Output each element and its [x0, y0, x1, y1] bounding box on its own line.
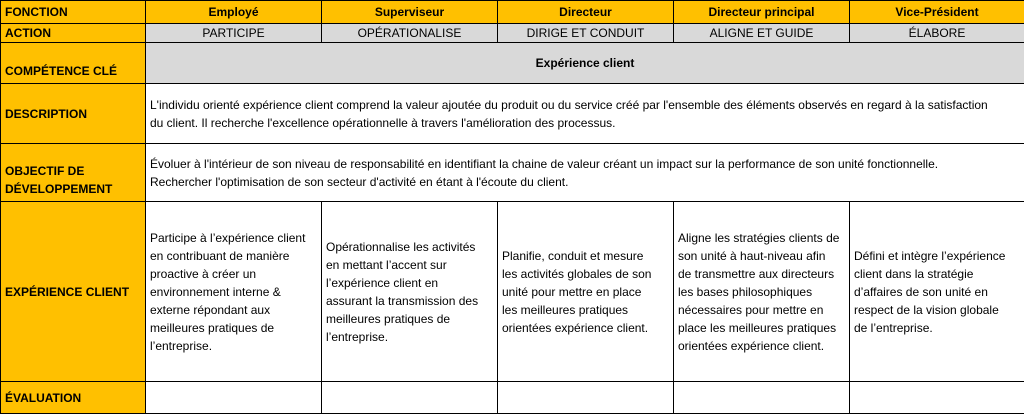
experience-cell-superviseur: [322, 202, 498, 382]
experience-cell-employe: [146, 202, 322, 382]
competence-row: [1, 43, 1024, 84]
role-employe: Employé: [146, 1, 322, 24]
objectif-line-2: Rechercher l'optimisation de son secteur d'activité en étant à l'écoute du client.: [150, 173, 1020, 191]
experience-line: l’entreprise.: [150, 337, 317, 355]
experience-line: unité pour mettre en place: [502, 283, 669, 301]
experience-line: Aligne les stratégies clients de: [678, 229, 845, 247]
experience-line: en mettant l’accent sur: [326, 256, 493, 274]
experience-line: Défini et intègre l’expérience: [854, 247, 1020, 265]
objectif-row: [1, 144, 1024, 202]
experience-line: en contribuant de manière: [150, 247, 317, 265]
experience-row: [1, 202, 1024, 382]
experience-line: l’expérience client en: [326, 274, 493, 292]
experience-label: EXPÉRIENCE CLIENT: [1, 202, 146, 382]
experience-line: place les meilleures pratiques: [678, 319, 845, 337]
experience-line: client dans la stratégie: [854, 265, 1020, 283]
description-label: DESCRIPTION: [1, 84, 146, 144]
evaluation-cell-vice-president[interactable]: [850, 382, 1024, 414]
function-row: [1, 1, 1024, 24]
evaluation-cell-superviseur[interactable]: [322, 382, 498, 414]
experience-line: meilleures pratiques de: [326, 310, 493, 328]
role-vice-president: Vice-Président: [850, 1, 1024, 24]
description-line-1: L'individu orienté expérience client comprend la valeur ajoutée du produit ou du service créé par l'ensemble des éléments observés en regard à la satisfaction: [150, 96, 1020, 114]
description-row: [1, 84, 1024, 144]
objectif-text: [146, 144, 1024, 202]
experience-line: l’entreprise.: [326, 328, 493, 346]
action-superviseur: OPÉRATIONALISE: [322, 24, 498, 43]
objectif-label: [1, 144, 146, 202]
experience-line: meilleures pratiques de: [150, 319, 317, 337]
evaluation-row: [1, 382, 1024, 414]
experience-line: d’affaires de son unité en: [854, 283, 1020, 301]
objectif-label-line-2: DÉVELOPPEMENT: [5, 180, 141, 198]
action-directeur: DIRIGE ET CONDUIT: [498, 24, 674, 43]
experience-line: les activités globales de son: [502, 265, 669, 283]
experience-line: de l’entreprise.: [854, 319, 1020, 337]
evaluation-label: ÉVALUATION: [1, 382, 146, 414]
function-label: FONCTION: [1, 1, 146, 24]
experience-line: orientées expérience client.: [502, 319, 669, 337]
action-vice-president: ÉLABORE: [850, 24, 1024, 43]
action-row: [1, 24, 1024, 43]
experience-line: de transmettre aux directeurs: [678, 265, 845, 283]
competence-value: Expérience client: [146, 43, 1024, 84]
role-directeur-principal: Directeur principal: [674, 1, 850, 24]
experience-line: Planifie, conduit et mesure: [502, 247, 669, 265]
experience-line: assurant la transmission des: [326, 292, 493, 310]
experience-cell-directeur-principal: [674, 202, 850, 382]
experience-line: environnement interne &: [150, 283, 317, 301]
evaluation-cell-directeur-principal[interactable]: [674, 382, 850, 414]
experience-line: son unité à haut-niveau afin: [678, 247, 845, 265]
experience-line: proactive à créer un: [150, 265, 317, 283]
experience-line: respect de la vision globale: [854, 301, 1020, 319]
action-directeur-principal: ALIGNE ET GUIDE: [674, 24, 850, 43]
experience-line: Opérationnalise les activités: [326, 238, 493, 256]
description-text: [146, 84, 1024, 144]
experience-line: les meilleures pratiques: [502, 301, 669, 319]
experience-cell-directeur: [498, 202, 674, 382]
evaluation-cell-directeur[interactable]: [498, 382, 674, 414]
experience-line: Participe à l’expérience client: [150, 229, 317, 247]
experience-line: orientées expérience client.: [678, 337, 845, 355]
action-employe: PARTICIPE: [146, 24, 322, 43]
evaluation-cell-employe[interactable]: [146, 382, 322, 414]
experience-line: nécessaires pour mettre en: [678, 301, 845, 319]
objectif-label-line-1: OBJECTIF DE: [5, 162, 141, 180]
experience-line: externe répondant aux: [150, 301, 317, 319]
objectif-line-1: Évoluer à l'intérieur de son niveau de responsabilité en identifiant la chaine de valeur créant un impact sur la performance de son unité fonctionnelle.: [150, 155, 1020, 173]
role-directeur: Directeur: [498, 1, 674, 24]
description-line-2: du client. Il recherche l'excellence opérationnelle à travers l'amélioration des processus.: [150, 114, 1020, 132]
experience-cell-vice-president: [850, 202, 1024, 382]
role-superviseur: Superviseur: [322, 1, 498, 24]
experience-line: les bases philosophiques: [678, 283, 845, 301]
action-label: ACTION: [1, 24, 146, 43]
competence-label: COMPÉTENCE CLÉ: [1, 43, 146, 84]
